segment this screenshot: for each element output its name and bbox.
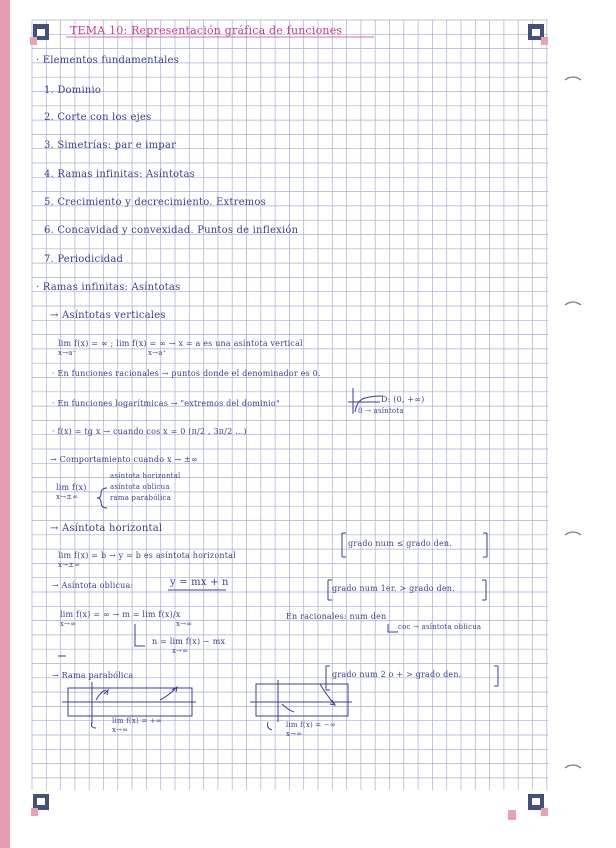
- behaviour-sub: x→±∞: [56, 493, 79, 501]
- left-margin-strip: [0, 0, 10, 848]
- parabolic-note: grado num 2 o + > grado den.: [332, 670, 462, 679]
- list-item-crecimiento: 5. Crecimiento y decrecimiento. Extremos: [44, 197, 266, 208]
- page-title: TEMA 10: Representación gráfica de funciones: [70, 24, 343, 37]
- oblique-rational: En racionales: num den: [286, 612, 387, 621]
- vertical-sub-left: x→a⁻: [58, 349, 77, 357]
- section-heading-elementos: · Elementos fundamentales: [36, 55, 179, 66]
- log-domain-note: D: (0, +∞): [381, 395, 425, 404]
- behaviour-option-oblique: asíntota oblicua: [110, 483, 170, 491]
- behaviour-option-parabolic: rama parabólica: [110, 494, 171, 502]
- subheading-horizontal: → Asíntota horizontal: [50, 523, 163, 534]
- oblique-formula-m: lim f(x) = ∞ → m = lim f(x)/x: [60, 610, 181, 619]
- behaviour-lim: lim f(x): [56, 483, 87, 492]
- horizontal-sub: x→±∞: [58, 561, 81, 569]
- parabolic-sub-positive: x→∞: [112, 726, 129, 734]
- list-item-cortes: 2. Corte con los ejes: [44, 112, 152, 123]
- oblique-sub-2: x→∞: [176, 620, 193, 628]
- vertical-bullet-tan: · f(x) = tg x → cuando cos x = 0 (π/2 , 3π/2 ...): [52, 427, 247, 436]
- oblique-equation: y = mx + n: [170, 577, 229, 588]
- horizontal-note: grado num ≤ grado den.: [348, 539, 453, 548]
- horizontal-formula: lim f(x) = b → y = b es asíntota horizontal: [58, 551, 236, 560]
- parabolic-sub-negative: x→∞: [286, 730, 303, 738]
- vertical-bullet-log: · En funciones logarítmicas → "extremos del dominio": [52, 399, 280, 408]
- subheading-parabolic: → Rama parabólica: [52, 671, 134, 680]
- list-item-ramas: 4. Ramas infinitas: Asíntotas: [44, 169, 195, 180]
- behaviour-option-horizontal: asíntota horizontal: [110, 472, 181, 480]
- vertical-sub-right: x→a⁺: [148, 349, 167, 357]
- oblique-sub-3: x→∞: [172, 647, 189, 655]
- subheading-verticales: → Asíntotas verticales: [50, 310, 166, 321]
- parabolic-lim-negative: lim f(x) = −∞: [286, 721, 336, 729]
- list-item-dominio: 1. Dominio: [44, 85, 102, 96]
- section-heading-ramas: · Ramas infinitas: Asíntotas: [36, 282, 181, 293]
- log-asymptote-note: 0 → asíntota: [358, 407, 404, 415]
- oblique-sub-1: x→∞: [60, 620, 77, 628]
- oblique-formula-n: n = lim f(x) − mx: [152, 637, 226, 646]
- behaviour-heading: → Comportamiento cuando x → ±∞: [50, 455, 198, 464]
- list-item-periodicidad: 7. Periodicidad: [44, 254, 124, 265]
- oblique-rational-note: coc → asíntota oblicua: [398, 623, 482, 631]
- list-item-simetrias: 3. Simetrías: par e impar: [44, 140, 177, 151]
- subheading-oblique: → Asíntota oblicua:: [52, 581, 134, 590]
- parabolic-lim-positive: lim f(x) = +∞: [112, 717, 162, 725]
- vertical-bullet-rational: · En funciones racionales → puntos donde el denominador es 0.: [52, 369, 321, 378]
- oblique-note: grado num 1er. > grado den.: [332, 584, 455, 593]
- list-item-concavidad: 6. Concavidad y convexidad. Puntos de inflexión: [44, 225, 299, 236]
- vertical-formula: lim f(x) = ∞ ; lim f(x) = ∞ → x = a es una asíntota vertical: [58, 339, 303, 348]
